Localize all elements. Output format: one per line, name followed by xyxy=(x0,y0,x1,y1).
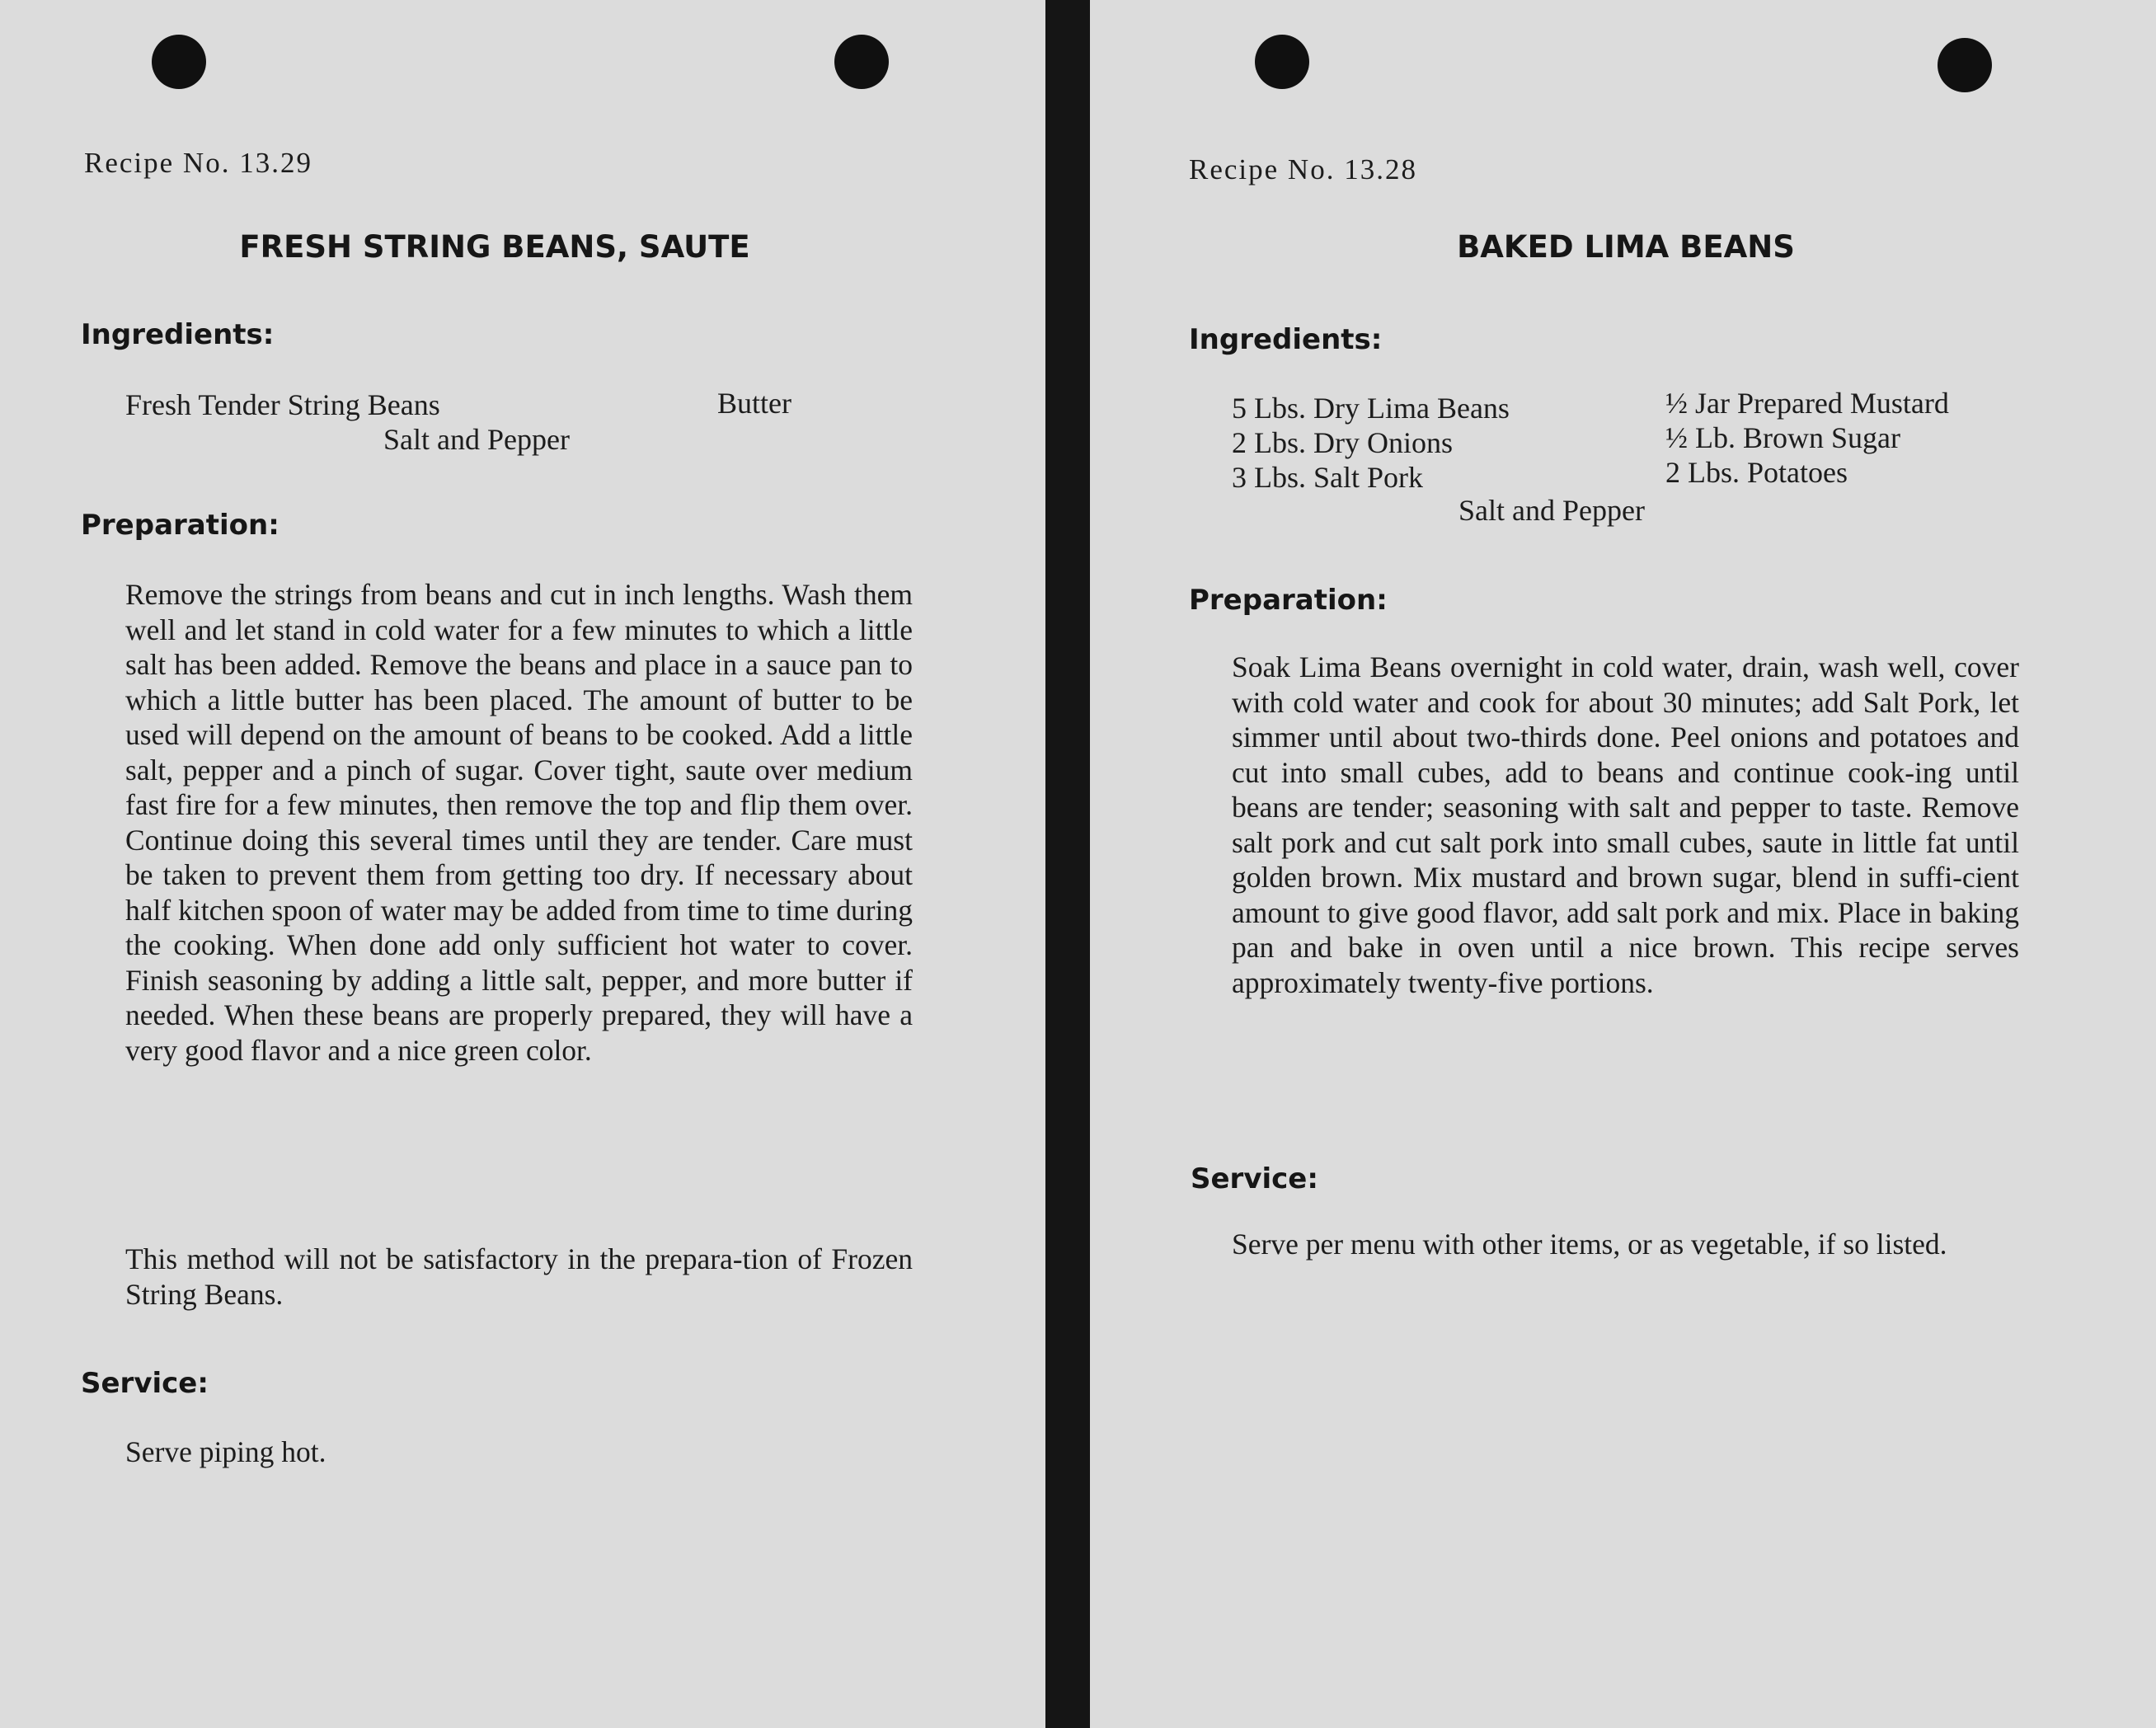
recipe-number: Recipe No. 13.29 xyxy=(84,147,312,179)
recipe-title: BAKED LIMA BEANS xyxy=(1457,229,1795,265)
binder-hole xyxy=(152,35,206,89)
ingredient: 2 Lbs. Dry Onions xyxy=(1232,426,1453,459)
ingredient: 3 Lbs. Salt Pork xyxy=(1232,461,1424,494)
preparation-text: Remove the strings from beans and cut in inch lengths. Wash them well and let stand in cold water for a few minutes to which a little salt has been added. Remove the beans and place in a sauce pan to which a little butter has been placed. The amount of butter to be used will depend on the amount of beans to be cooked. Add a little salt, pepper and a pinch of sugar. Cover tight, saute over medium fast fire for a few minutes, then remove the top and flip them over. Continue doing this several times until they are tender. Care must be taken to prevent them from getting too dry. If necessary about half kitchen spoon of water may be added from time to time during the cooking. When done add only sufficient hot water to cover. Finish seasoning by adding a little salt, pepper, and more butter if needed. When these beans are properly prepared, they will have a very good flavor and a nice green color. xyxy=(125,578,913,1067)
ingredients-heading: Ingredients: xyxy=(81,318,275,351)
ingredient: ½ Jar Prepared Mustard xyxy=(1665,387,1949,420)
binder-hole xyxy=(834,35,889,89)
preparation-heading: Preparation: xyxy=(81,509,279,542)
service-text: Serve piping hot. xyxy=(125,1435,326,1468)
ingredient: Fresh Tender String Beans xyxy=(125,388,440,421)
preparation-heading: Preparation: xyxy=(1189,584,1388,617)
preparation-text: Soak Lima Beans overnight in cold water, drain, wash well, cover with cold water and cook for about 30 minutes; add Salt Pork, let simmer until about two-thirds done. Peel onions and potatoes and cut into small cubes, add to beans and continue cook-ing until beans are tender; seasoning with salt and pepper to taste. Remove salt pork and cut salt pork into small cubes, saute in little fat until golden brown. Mix mustard and brown sugar, blend in suffi-cient amount to give good flavor, add salt pork and mix. Place in baking pan and bake in oven until a nice brown. This recipe serves approximately twenty-five portions. xyxy=(1232,650,2019,999)
binder-hole xyxy=(1938,38,1992,92)
ingredients-heading: Ingredients: xyxy=(1189,323,1383,356)
service-text: Serve per menu with other items, or as vegetable, if so listed. xyxy=(1232,1228,1947,1261)
binder-hole xyxy=(1255,35,1309,89)
ingredient: Salt and Pepper xyxy=(1458,494,1645,527)
ingredient: Butter xyxy=(717,387,791,420)
recipe-card-13-29 xyxy=(0,0,1045,1728)
service-heading: Service: xyxy=(1191,1162,1318,1195)
preparation-note: This method will not be satisfactory in the prepara-tion of Frozen String Beans. xyxy=(125,1242,913,1311)
service-heading: Service: xyxy=(81,1367,209,1400)
ingredient: 2 Lbs. Potatoes xyxy=(1665,456,1848,489)
ingredient: 5 Lbs. Dry Lima Beans xyxy=(1232,392,1510,425)
ingredient: ½ Lb. Brown Sugar xyxy=(1665,421,1900,454)
recipe-number: Recipe No. 13.28 xyxy=(1189,153,1417,185)
ingredient: Salt and Pepper xyxy=(383,423,570,456)
recipe-card-13-28 xyxy=(1090,0,2156,1728)
recipe-title: FRESH STRING BEANS, SAUTE xyxy=(239,229,750,265)
